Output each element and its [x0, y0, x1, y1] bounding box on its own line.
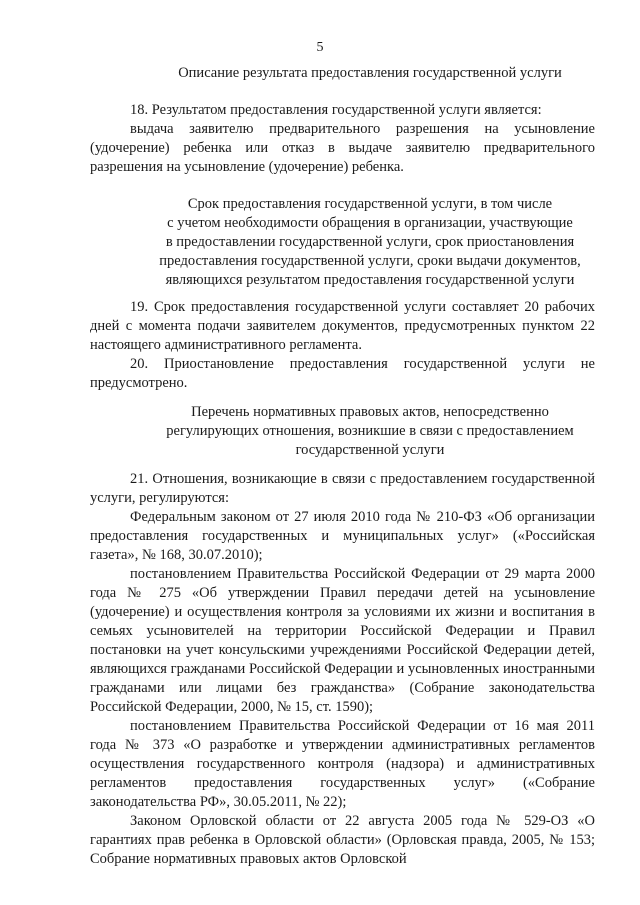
legal-act-item: постановлением Правительства Российской Федерации от 16 мая 2011 года № 373 «О разработке и утверждении административных регламентов осуществления государственного контроля (надзора) и административных регламентов предоставления государственных услуг» («Собрание законодательства РФ», 30.05.2011, № 22); — [90, 718, 595, 810]
section-body-term — [90, 298, 595, 393]
section-body-legal-acts — [90, 470, 595, 869]
heading-line: Срок предоставления государственной услуги, в том числе — [187, 196, 553, 212]
section-heading-result: Описание результата предоставления государственной услуги — [178, 65, 562, 81]
heading-line: в предоставлении государственной услуги, срок приостановления — [165, 234, 575, 250]
heading-line: являющихся результатом предоставления государственной услуги — [165, 272, 575, 288]
section-body-result — [90, 101, 595, 177]
legal-act-item: постановлением Правительства Российской Федерации от 29 марта 2000 года № 275 «Об утверждении Правил передачи детей на усыновление (удочерение) и осуществления контроля за условиями их жизни и воспитания в семьях усыновителей на территории Российской Федерации и Правил постановки на учет консульскими учреждениями Российской Федерации детей, являющихся гражданами Российской Федерации и усыновленных иностранными гражданами или лицами без гражданства» (Собрание законодательства Российской Федерации, 2000, № 15, ст. 1590); — [90, 566, 595, 715]
heading-line: государственной услуги — [295, 442, 445, 458]
legal-act-item: Законом Орловской области от 22 августа 2005 года № 529-ОЗ «О гарантиях прав ребенка в Орловской области» (Орловская правда, 2005, № 153; Собрание нормативных правовых актов Орловской — [90, 813, 595, 867]
paragraph-19: 19. Срок предоставления государственной услуги составляет 20 рабочих дней с момента подачи заявителем документов, предусмотренных пунктом 22 настоящего административного регламента. — [90, 299, 595, 353]
section-heading-term — [150, 195, 590, 290]
heading-line: с учетом необходимости обращения в организации, участвующие — [167, 215, 573, 231]
heading-line: регулирующих отношения, возникшие в связи с предоставлением — [166, 423, 574, 439]
heading-line: предоставления государственной услуги, сроки выдачи документов, — [159, 253, 581, 269]
page-number: 5 — [316, 40, 324, 55]
section-heading-legal-acts — [150, 403, 590, 460]
paragraph-21: 21. Отношения, возникающие в связи с предоставлением государственной услуги, регулируются: — [90, 471, 595, 506]
paragraph-18-detail: выдача заявителю предварительного разрешения на усыновление (удочерение) ребенка или отказ в выдаче заявителю предварительного разрешения на усыновление (удочерение) ребенка. — [90, 121, 595, 175]
heading-line: Перечень нормативных правовых актов, непосредственно — [191, 404, 549, 420]
legal-act-item: Федеральным законом от 27 июля 2010 года № 210-ФЗ «Об организации предоставления государственных и муниципальных услуг» («Российская газета», № 168, 30.07.2010); — [90, 509, 595, 563]
paragraph-20: 20. Приостановление предоставления государственной услуги не предусмотрено. — [90, 356, 595, 391]
paragraph-18: 18. Результатом предоставления государственной услуги является: — [130, 102, 542, 118]
